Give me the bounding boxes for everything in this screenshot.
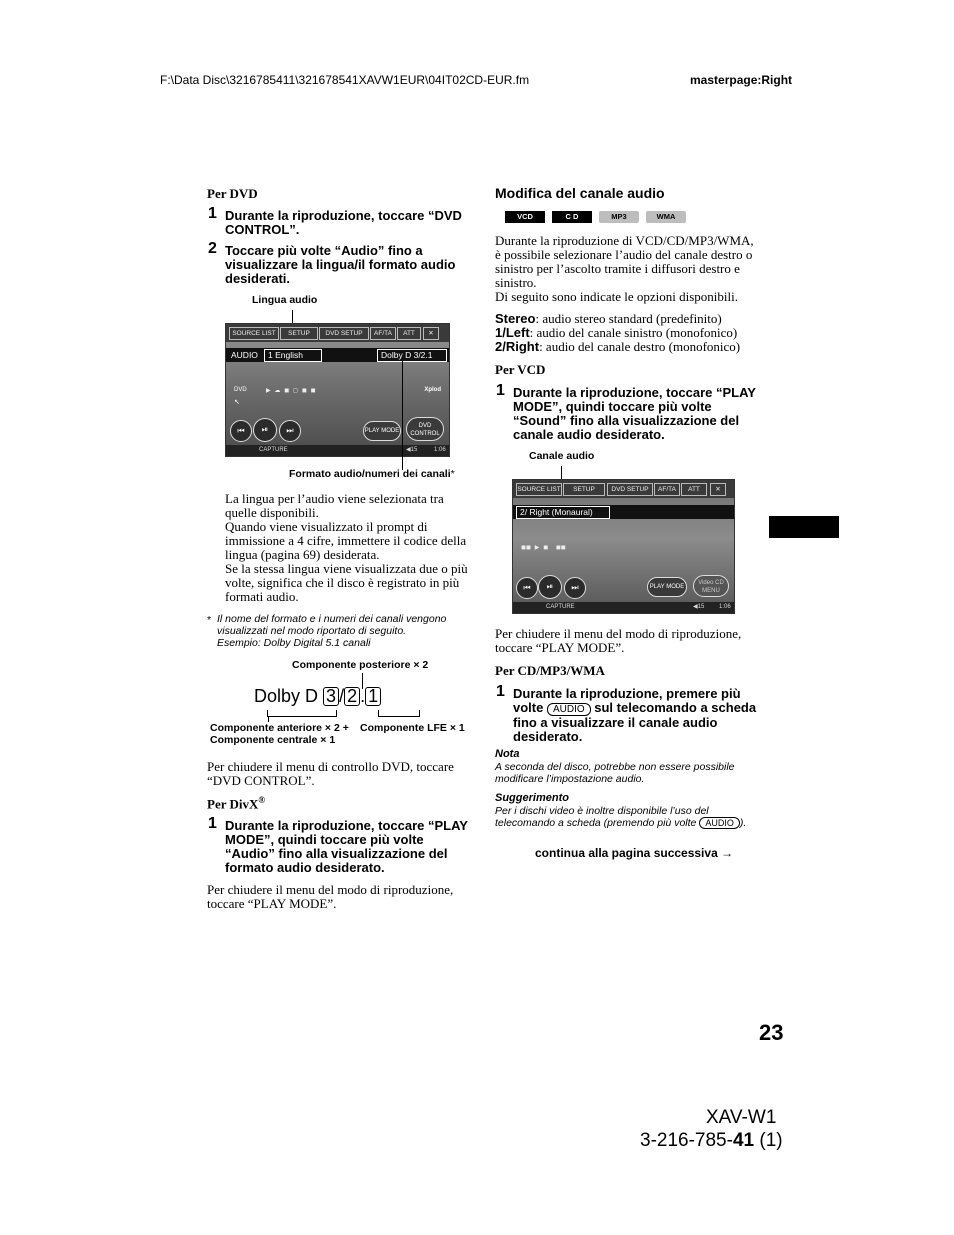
screen-tab-bar (513, 480, 734, 498)
registered-mark: ® (258, 795, 266, 805)
screen-bottom-bar (226, 445, 449, 456)
callout-line (402, 360, 403, 470)
option-left (495, 326, 760, 340)
play-mode-button: PLAY MODE (363, 421, 401, 441)
step-number: 1 (496, 382, 505, 399)
componente-anteriore-label: Componente anteriore × 2 + Componente centrale × 1 (210, 722, 349, 746)
nota-text: A seconda del disco, potrebbe non essere possibile modificare l’impostazione audio. (495, 761, 735, 785)
model-name: XAV-W1 (706, 1107, 777, 1128)
step-number: 2 (208, 240, 217, 257)
suggerimento-title: Suggerimento (495, 792, 569, 804)
capture-label: CAPTURE (546, 604, 575, 610)
intro-paragraph: Durante la riproduzione di VCD/CD/MP3/WMA, è possibile selezionare l’audio del canale destro o sinistro per l’ascolto tramite i diffusori destro e sinistro. Di seguito sono indicate le opzioni disponibili. (495, 233, 754, 304)
dolby-text: Dolby D (254, 686, 319, 706)
option-key: 2/Right (495, 339, 540, 354)
divx-close-paragraph: Per chiudere il menu del modo di riproduzione, toccare “PLAY MODE”. (207, 882, 454, 911)
badge-mp3: MP3 (599, 211, 639, 223)
tab-close-icon: ✕ (710, 483, 726, 496)
document-code (640, 1130, 783, 1152)
section-tab-marker (769, 516, 839, 538)
per-dvd-heading: Per DVD (207, 186, 258, 201)
option-value: : audio stereo standard (predefinito) (535, 311, 722, 326)
bracket-front (267, 710, 337, 717)
per-vcd-heading: Per VCD (495, 362, 546, 377)
dvd-screen-illustration (225, 323, 450, 457)
option-value: : audio del canale sinistro (monofonico) (529, 325, 738, 340)
step-text: Durante la riproduzione, premere più volte (513, 686, 741, 715)
badge-wma: WMA (646, 211, 686, 223)
screen-tab-bar (226, 324, 449, 342)
tab-dvd-setup: DVD SETUP (607, 483, 653, 496)
componente-posteriore-label: Componente posteriore × 2 (292, 659, 429, 671)
tab-setup: SETUP (280, 327, 318, 340)
option-key: Stereo (495, 311, 536, 326)
tab-source-list: SOURCE LIST (516, 483, 562, 496)
cursor-icon: ↖ (234, 398, 240, 406)
status-dvd: DVD (234, 387, 247, 393)
xplod-label: Xplod (424, 387, 441, 393)
audio-info-bar (226, 348, 449, 362)
vcd-close-paragraph: Per chiudere il menu del modo di riproduzione, toccare “PLAY MODE”. (495, 626, 742, 655)
footnote-text: Il nome del formato e i numeri dei canali vengono visualizzati nel modo riportato di seguito. Esempio: Dolby Digital 5.1 canali (217, 613, 447, 649)
formato-text: Formato audio/numeri dei canali (289, 468, 451, 480)
file-path: F:\Data Disc\3216785411\321678541XAVW1EUR\04IT02CD-EUR.fm (160, 73, 530, 87)
audio-key: AUDIO (699, 817, 740, 829)
digit-box: 3 (323, 687, 339, 706)
volume-label: ◀15 (406, 447, 418, 453)
playback-status-icons: ▶ ☁ ◼ ◻ ◼ ◼ (266, 387, 316, 394)
badge-vcd: VCD (505, 211, 545, 223)
code-bold: 41 (732, 1130, 755, 1151)
lingua-audio-label: Lingua audio (252, 294, 318, 306)
sugg-text-end: ). (739, 817, 747, 829)
time-label: 1:06 (719, 604, 731, 610)
step-number: 1 (208, 815, 217, 832)
option-value: : audio del canale destro (monofonico) (539, 339, 741, 354)
divx-step-1 (208, 815, 475, 875)
language-paragraph: La lingua per l’audio viene selezionata tra quelle disponibili. Quando viene visualizzato il prompt di immissione a 4 cifre, immettere il codice della lingua (pagina 69) desiderata. Se la stessa lingua viene visualizzata due o più volte, significa che il disco è registrato in più formati audio. (225, 491, 468, 604)
vcd-step-1 (496, 382, 763, 442)
screen-bottom-bar (513, 602, 734, 613)
dolby-example (254, 686, 381, 707)
audio-language-box: 1 English (264, 349, 322, 362)
step-text: Durante la riproduzione, toccare “PLAY MODE”, quindi toccare più volte “Audio” fino alla visualizzazione del formato audio desiderato. (225, 818, 468, 875)
tab-dvd-setup: DVD SETUP (319, 327, 369, 340)
channel-info-bar (513, 505, 734, 519)
dvd-step-2 (208, 240, 475, 286)
tab-setup: SETUP (563, 483, 605, 496)
nota-title: Nota (495, 748, 520, 760)
sugg-text: Per i dischi video è inoltre disponibile l’uso del telecomando a scheda (premendo più volte (495, 805, 709, 829)
tab-att: ATT (397, 327, 421, 340)
step-number: 1 (208, 205, 217, 222)
volume-label: ◀15 (693, 604, 705, 610)
vcd-screen-illustration (512, 479, 735, 614)
audio-label: AUDIO (231, 350, 258, 360)
dvd-step-1 (208, 205, 475, 237)
tab-source-list: SOURCE LIST (229, 327, 279, 340)
tab-close-icon: ✕ (423, 327, 439, 340)
digit-box: 2 (344, 687, 360, 706)
play-pause-icon: ⏯ (538, 575, 562, 599)
suggerimento-text (495, 805, 763, 829)
audio-format-box: Dolby D 3/2.1 (377, 349, 447, 362)
asterisk: * (450, 468, 455, 480)
step-text: Durante la riproduzione, toccare “PLAY MODE”, quindi toccare più volte “Sound” fino alla visualizzazione del canale audio desiderato. (513, 385, 756, 442)
channel-box: 2/ Right (Monaural) (516, 506, 610, 519)
section-title: Modifica del canale audio (495, 185, 665, 201)
digit-box: 1 (365, 687, 381, 706)
option-right (495, 340, 760, 354)
code-prefix: 3-216-785- (640, 1130, 733, 1151)
canale-audio-label: Canale audio (529, 450, 595, 462)
bracket-lfe (378, 710, 420, 717)
video-cd-menu-button: Video CD MENU (693, 575, 729, 597)
capture-label: CAPTURE (259, 447, 288, 453)
tab-afta: AF/TA (370, 327, 396, 340)
previous-icon: ⏮ (230, 420, 252, 442)
cd-step-1 (496, 683, 763, 744)
play-pause-icon: ⏯ (253, 418, 277, 442)
step-text: sul telecomando a scheda fino a visualizzare il canale audio desiderato. (513, 700, 757, 744)
footnote-mark: * (207, 614, 212, 626)
componente-lfe-label: Componente LFE × 1 (360, 722, 465, 734)
dvd-close-paragraph: Per chiudere il menu di controllo DVD, toccare “DVD CONTROL”. (207, 759, 454, 788)
option-stereo (495, 312, 760, 326)
next-icon: ⏭ (279, 420, 301, 442)
continue-note: continua alla pagina successiva → (535, 846, 734, 860)
per-cd-heading: Per CD/MP3/WMA (495, 663, 605, 678)
formato-audio-label (289, 468, 455, 480)
page-number: 23 (759, 1020, 784, 1045)
next-icon: ⏭ (564, 577, 586, 599)
dvd-control-button: DVD CONTROL (406, 417, 444, 441)
badge-cd: C D (552, 211, 592, 223)
code-suffix: (1) (754, 1130, 783, 1151)
step-text: Toccare più volte “Audio” fino a visualizzare la lingua/il formato audio desiderati. (225, 243, 456, 286)
audio-key: AUDIO (547, 703, 591, 716)
tab-afta: AF/TA (654, 483, 680, 496)
step-text: Durante la riproduzione, toccare “DVD CONTROL”. (225, 208, 462, 237)
per-divx-heading (207, 795, 265, 812)
masterpage-label: masterpage:Right (690, 73, 793, 87)
divx-text: Per DivX (207, 796, 259, 812)
option-key: 1/Left (495, 325, 530, 340)
playback-status-icons: ◼◼ ▶ ◼ ◼◼ (521, 544, 566, 551)
time-label: 1:06 (434, 447, 446, 453)
step-number: 1 (496, 683, 505, 700)
play-mode-button: PLAY MODE (647, 577, 687, 597)
dot: . (360, 686, 366, 706)
tab-att: ATT (681, 483, 707, 496)
previous-icon: ⏮ (516, 577, 538, 599)
slash: / (339, 686, 345, 706)
